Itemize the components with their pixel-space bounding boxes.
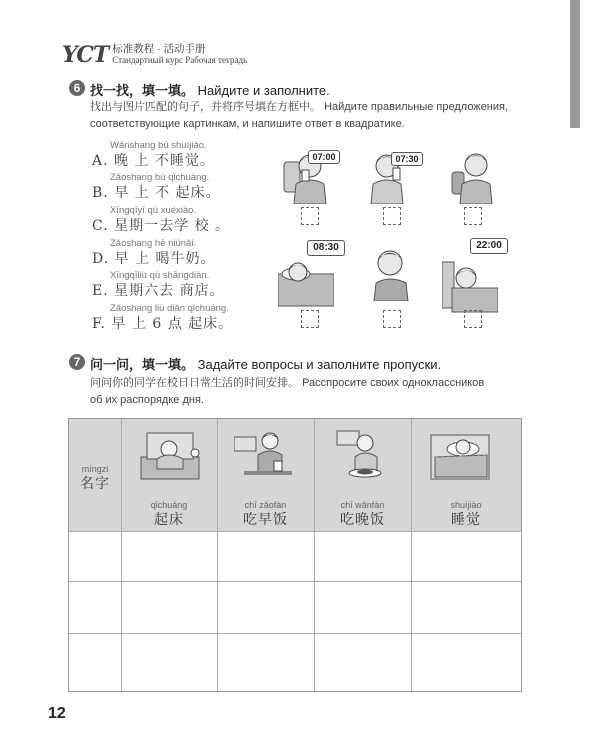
sentence-text: F. 早 上 6 点 起床。: [92, 316, 234, 332]
column-pinyin: chī wǎnfàn: [340, 500, 385, 510]
sentence-pinyin: Xīngqīliù qù shāngdiàn.: [110, 270, 210, 281]
name-header-text: 名字: [80, 476, 110, 492]
column-header-sleep: [411, 499, 521, 529]
sentence-text: D. 早 上 喝牛奶。: [92, 251, 216, 267]
column-pinyin: qǐchuáng: [150, 500, 188, 510]
sentence-text: B. 早 上 不 起床。: [92, 185, 221, 201]
book-header: [62, 44, 247, 66]
exercise-6-title: [90, 80, 330, 99]
answer-box[interactable]: [383, 207, 401, 225]
sentence-pinyin: Zǎoshang hē niúnǎi.: [110, 238, 197, 249]
sentence-f: [92, 303, 233, 333]
column-pinyin: chī zǎofàn: [244, 500, 287, 510]
name-header-pinyin: míngzi: [81, 464, 109, 474]
exercise-7-title: [90, 354, 441, 373]
answer-box[interactable]: [301, 310, 319, 328]
answer-box[interactable]: [464, 310, 482, 328]
exercise-7-instruction-cn: 问问你的同学在校日日常生活的时间安排。: [90, 377, 299, 389]
exercise-6-instruction-ru-2: соответствующие картинкам, и напишите ответ в квадратике.: [90, 118, 405, 130]
exercise-7-title-ru: Задайте вопросы и заполните пропуски.: [197, 357, 442, 372]
schedule-table: [68, 418, 522, 692]
sentence-pinyin: Xīngqīyī qù xuéxiào.: [110, 205, 197, 216]
column-text: 吃晚饭: [340, 512, 385, 528]
boy-with-backpack-icon: [446, 148, 502, 204]
exercise-6-instruction-cn: 找出与图片匹配的句子，并将序号填在方框中。: [90, 101, 321, 113]
sentence-c: [92, 205, 230, 235]
answer-box[interactable]: [383, 310, 401, 328]
clock-label: 08:30: [307, 240, 345, 256]
sentence-text: A. 晚 上 不睡觉。: [92, 153, 215, 169]
book-titles: [112, 44, 247, 66]
sentence-text: E. 星期六去 商店。: [92, 283, 225, 299]
name-header: [69, 463, 121, 493]
column-header-dinner: [314, 499, 411, 529]
exercise-7-instruction-ru-1: Расспросите своих одноклассников: [302, 377, 485, 389]
sentence-pinyin: Zǎoshang bù qǐchuáng.: [110, 172, 210, 183]
column-pinyin: shuìjiào: [450, 500, 482, 510]
column-text: 吃早饭: [243, 512, 288, 528]
exercise-7-instructions: [90, 375, 530, 409]
sentence-b: [92, 172, 221, 202]
sentence-text: C. 星期一去学 校 。: [92, 218, 231, 234]
exercise-6-title-ru: Найдите и заполните.: [197, 83, 330, 98]
dinner-icon: [331, 427, 393, 481]
sleep-icon: [429, 427, 491, 481]
breakfast-icon: [234, 427, 296, 481]
exercise-7-number: 7: [69, 354, 85, 370]
sleeping-icon: [278, 252, 334, 308]
exercise-6-instructions: [90, 99, 540, 133]
yct-logo: YCT: [62, 42, 109, 68]
lying-in-bed-icon: [442, 258, 498, 314]
sentence-pinyin: Zǎoshang liù diǎn qǐchuáng.: [110, 303, 229, 314]
column-header-wake-up: [121, 499, 217, 529]
sentence-d: [92, 238, 216, 268]
boy-thinking-icon: [366, 245, 422, 301]
exercise-6-number: 6: [69, 80, 85, 96]
clock-label: 07:30: [391, 152, 423, 166]
exercise-6-instruction-ru-1: Найдите правильные предложения,: [324, 101, 509, 113]
exercise-7-instruction-ru-2: об их распорядке дня.: [90, 394, 204, 406]
book-title-ru: Стандартный курс Рабочая тетрадь: [112, 55, 248, 65]
clock-label: 07:00: [308, 150, 340, 164]
column-text: 睡觉: [451, 512, 481, 528]
page-number: 12: [48, 705, 66, 722]
column-text: 起床: [154, 512, 184, 528]
answer-box[interactable]: [301, 207, 319, 225]
sentence-e: [92, 270, 225, 300]
sentence-a: [92, 140, 215, 170]
scrollbar[interactable]: [570, 0, 580, 128]
clock-label: 22:00: [470, 238, 508, 254]
wake-up-icon: [139, 427, 201, 481]
exercise-6-title-cn: 找一找，填一填。: [90, 83, 195, 98]
column-header-breakfast: [217, 499, 314, 529]
sentence-pinyin: Wǎnshang bú shuìjiào.: [110, 140, 207, 151]
book-title-cn: 标准教程 · 活动手册: [112, 43, 206, 55]
exercise-7-title-cn: 问一问，填一填。: [90, 357, 195, 372]
answer-box[interactable]: [464, 207, 482, 225]
